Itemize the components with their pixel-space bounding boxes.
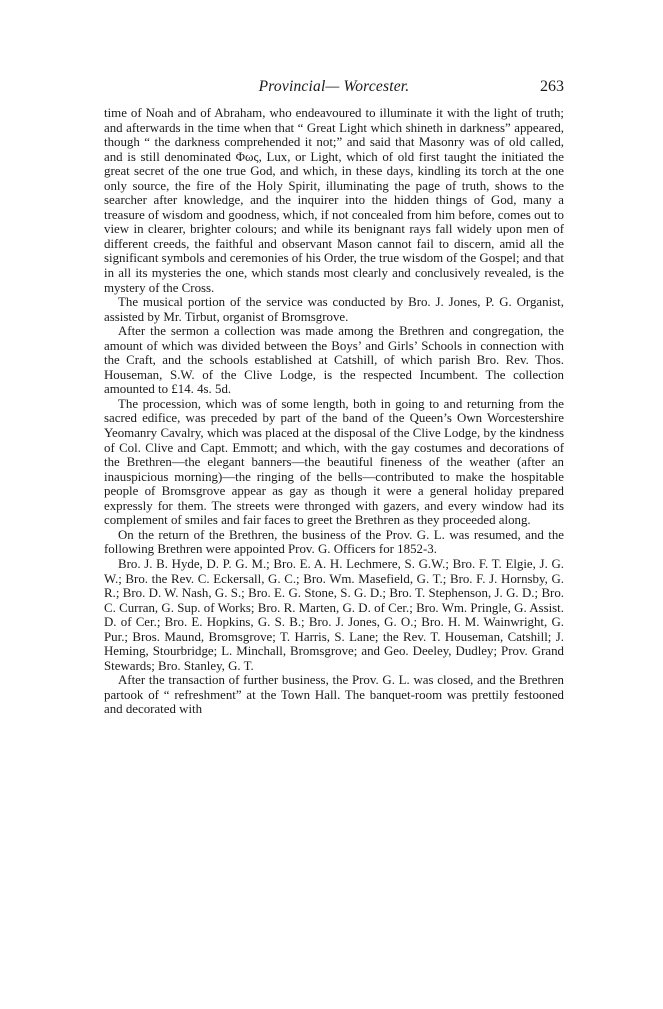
running-title: Provincial— Worcester.: [258, 78, 410, 95]
running-header: [104, 78, 564, 100]
body-text: [104, 106, 564, 717]
paragraph-banquet: After the transaction of further business, the Prov. G. L. was closed, and the Brethren partook of “ refreshment” at the Town Hall. The banquet-room was prettily festooned and decorated with: [104, 673, 564, 717]
page-number: 263: [540, 78, 564, 95]
paragraph-return: On the return of the Brethren, the business of the Prov. G. L. was resumed, and the following Brethren were appointed Prov. G. Officers for 1852-3.: [104, 527, 564, 557]
paragraph-music: The musical portion of the service was conducted by Bro. J. Jones, P. G. Organist, assisted by Mr. Tirbut, organist of Bromsgrove.: [104, 295, 564, 324]
paragraph-collection: After the sermon a collection was made among the Brethren and congregation, the amount of which was divided between the Boys’ and Girls’ Schools in connection with the Craft, and the schools established at Catshill, of which parish Bro. Rev. Thos. Houseman, S.W. of the Clive Lodge, is the respected Incumbent. The collection amounted to £14. 4s. 5d.: [104, 324, 564, 397]
paragraph-officers-list: Bro. J. B. Hyde, D. P. G. M.; Bro. E. A. H. Lechmere, S. G.W.; Bro. F. T. Elgie, J. G. W.; Bro. the Rev. C. Eckersall, G. C.; Bro. Wm. Masefield, G. T.; Bro. F. J. Hornsby, G. R.; Bro. D. W. Nash, G. S.; Bro. E. G. Stone, S. G. D.; Bro. T. Stephenson, J. G. D.; Bro. C. Curran, G. Sup. of Works; Bro. R. Marten, G. D. of Cer.; Bro. Wm. Pringle, G. Assist. D. of Cer.; Bro. E. Hopkins, G. S. B.; Bro. J. Jones, G. O.; Bro. H. M. Wainwright, G. Pur.; Bros. Maund, Bromsgrove; T. Harris, S. Lane; the Rev. T. Houseman, Catshill; J. Heming, Stourbridge; L. Minchall, Bromsgrove; and Geo. Deeley, Dudley; Prov. Grand Stewards; Bro. Stanley, G. T.: [104, 556, 564, 673]
paragraph-sermon-continuation: time of Noah and of Abraham, who endeavoured to illuminate it with the light of truth; and afterwards in the time when that “ Great Light which shineth in darkness” appeared, though “ the darkness comprehended it not;” and said that Masonry was of old called, and is still denominated Φως, Lux, or Light, which of old first taught the initiated the great secret of the one true God, and which, in these days, kindling its torch at the one only source, the fire of the Holy Spirit, illuminating the page of truth, shows to the searcher after knowledge, and the inquirer into the hidden things of God, many a treasure of wisdom and goodness, which, if not concealed from him before, comes out to view in clearer, brighter colours; and while its benignant rays fall widely upon men of different creeds, the faithful and observant Mason cannot fail to discern, amid all the significant symbols and ceremonies of his Order, the true wisdom of the Gospel; and that in all its mysteries the one, which stands most clearly and conclusively revealed, is the mystery of the Cross.: [104, 106, 564, 295]
paragraph-procession: The procession, which was of some length, both in going to and returning from the sacred edifice, was preceded by part of the band of the Queen’s Own Worcestershire Yeomanry Cavalry, which was placed at the disposal of the Clive Lodge, by the kindness of Col. Clive and Capt. Emmott; and which, with the gay costumes and decorations of the Brethren—the elegant banners—the beautiful fineness of the weather (after an inauspicious morning)—the ringing of the bells—contributed to make the hospitable people of Bromsgrove appear as gay as though it were a general holiday prepared expressly for them. The streets were thronged with gazers, and every window had its complement of smiles and fair faces to greet the Brethren as they proceeded along.: [104, 396, 564, 528]
